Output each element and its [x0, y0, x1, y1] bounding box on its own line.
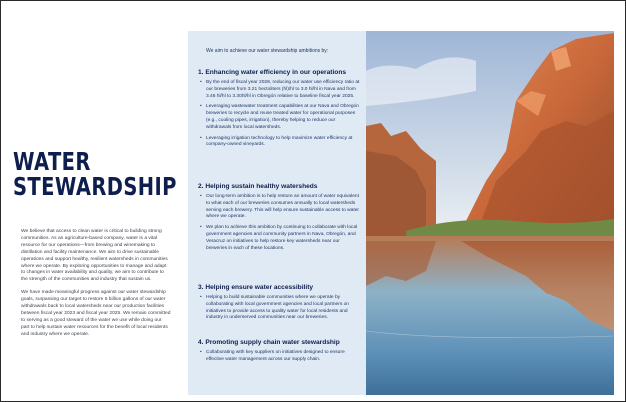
intro-paragraph-1: We believe that access to clean water is critical to building strong communities. As an agriculture-based company, water is a vital resource for our operations—from brewing and winemaking to distillation and facility maintenance. We aim to drive sustainable operations and support healthy, resilient watersheds in communities where we operate. By exploring opportunities to manage and adapt to changes in water availability and quality, we aim to contribute to the strength of the communities and industry that sustain us.: [21, 229, 168, 283]
bullet-item: • Leveraging irrigation technology to help maximize water efficiency at company-owned vineyards.: [200, 135, 353, 148]
intro-paragraph-2: We have made meaningful progress against our water stewardship goals, surpassing our target to restore 5 billion gallons of our water withdrawals back to local watersheds near our production facilities between fiscal year 2023 and fiscal year 2025. We remain committed to serving as a good steward of the water we use while doing our part to help sustain water resources for the benefit of local residents and industry where we operate.: [21, 290, 171, 337]
intro-text: [13, 229, 171, 345]
section-water-efficiency: [198, 69, 360, 153]
bullet-item: • Collaborating with key suppliers on initiatives designed to ensure effective water management across our supply chain.: [200, 350, 345, 362]
section-heading: 4. Promoting supply chain water stewardship: [198, 339, 340, 346]
bullet-item: • Helping to build sustainable communities where we operate by collaborating with local government agencies and local partners on initiatives to provide access to quality water for local residents and industry in underserved communities near our breweries.: [200, 295, 349, 321]
bullet-item: • Leveraging wastewater treatment capabilities at our Nava and Obregón breweries to recycle and reuse treated water for operational purposes (e.g., cooling pipes, irrigation), thereby helping to reduce our withdrawals from local watersheds.: [200, 104, 359, 130]
bullet-item: • By the end of fiscal year 2028, reducing our water use efficiency ratio at our breweries from 3.21 hectoliters (hl)/hl to 3.0 hl/hl in Nava and from 3.46 hl/hl to 3.30hl/hl in Obregón relative to baseline fiscal year 2025.: [200, 80, 360, 99]
page-title-line-1: WATER: [13, 147, 91, 176]
title-block: [13, 147, 177, 201]
section-heading: 2. Helping sustain healthy watersheds: [198, 183, 318, 190]
section-supply-chain: [198, 339, 360, 368]
section-heading: 3. Helping ensure water accessibility: [198, 284, 314, 291]
ambitions-panel: [188, 31, 366, 395]
section-heading: 1. Enhancing water efficiency in our operations: [198, 69, 347, 76]
bullet-item: • Our long-term ambition is to help restore an amount of water equivalent to what each of our breweries consumes annually to local watersheds serving each brewery. This will help ensure sustainable access to water where we operate.: [200, 194, 360, 220]
page-title-line-2: STEWARDSHIP: [13, 172, 177, 201]
canyon-river-photo: [366, 31, 614, 395]
section-water-accessibility: [198, 284, 360, 326]
bullet-item: • We plan to achieve this ambition by continuing to collaborate with local government agencies and community partners in Nava, Obregón, and Veracruz on initiatives to help restore key watersheds near our breweries in each of these locations.: [200, 225, 358, 251]
section-healthy-watersheds: [198, 183, 360, 256]
panel-lead-text: We aim to achieve our water stewardship ambitions by:: [206, 48, 329, 54]
